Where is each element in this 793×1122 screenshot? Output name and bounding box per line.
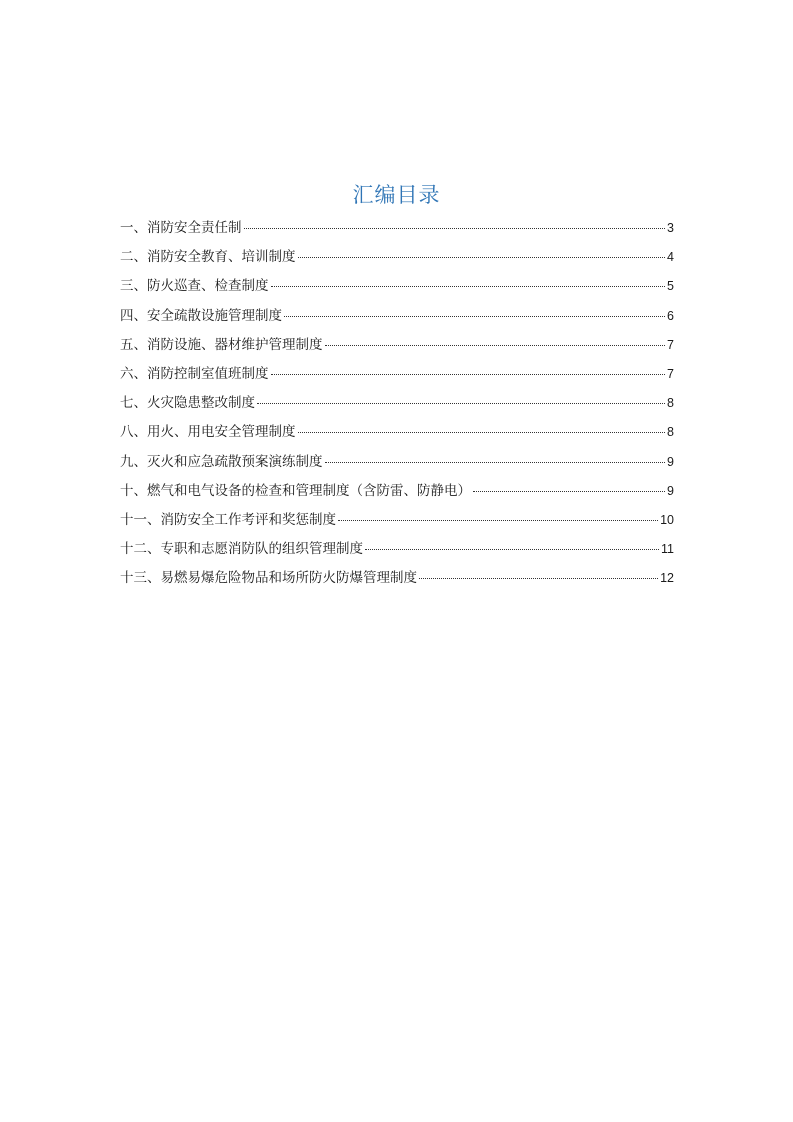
toc-entry-label: 六、消防控制室值班制度 bbox=[120, 365, 269, 382]
toc-dot-leader bbox=[338, 519, 658, 521]
toc-entry-page-number: 4 bbox=[667, 250, 674, 265]
toc-entry-label: 八、用火、用电安全管理制度 bbox=[120, 424, 296, 441]
toc-entry[interactable] bbox=[120, 214, 674, 243]
toc-entry[interactable] bbox=[120, 272, 674, 301]
toc-entry-page-number: 9 bbox=[667, 454, 674, 469]
toc-title: 汇编目录 bbox=[352, 183, 441, 207]
toc-entry[interactable] bbox=[120, 243, 674, 272]
toc-entry[interactable] bbox=[120, 506, 674, 535]
toc-entry-label: 十三、易燃易爆危险物品和场所防火防爆管理制度 bbox=[120, 570, 417, 587]
toc-entry-label: 三、防火巡查、检查制度 bbox=[120, 278, 269, 295]
toc-dot-leader bbox=[284, 315, 665, 317]
toc-dot-leader bbox=[419, 577, 658, 579]
toc-entry-page-number: 6 bbox=[667, 308, 674, 323]
toc-dot-leader bbox=[365, 548, 659, 550]
toc-dot-leader bbox=[325, 461, 666, 463]
toc-entry-page-number: 11 bbox=[661, 542, 674, 557]
toc-entry[interactable] bbox=[120, 477, 674, 506]
toc-entry-label: 十、燃气和电气设备的检查和管理制度（含防雷、防静电） bbox=[120, 482, 471, 499]
toc-dot-leader bbox=[298, 431, 666, 433]
toc-entry-page-number: 7 bbox=[667, 337, 674, 352]
toc-entry-label: 九、灭火和应急疏散预案演练制度 bbox=[120, 453, 323, 470]
toc-dot-leader bbox=[244, 227, 666, 229]
toc-entry-label: 四、安全疏散设施管理制度 bbox=[120, 307, 282, 324]
toc-entry-page-number: 9 bbox=[667, 483, 674, 498]
toc-dot-leader bbox=[473, 490, 665, 492]
toc-entry-label: 七、火灾隐患整改制度 bbox=[120, 395, 255, 412]
toc-entry-page-number: 8 bbox=[667, 425, 674, 440]
toc-entry[interactable] bbox=[120, 535, 674, 564]
toc-entry-page-number: 5 bbox=[667, 279, 674, 294]
toc-entry-page-number: 3 bbox=[667, 221, 674, 235]
toc-entry[interactable] bbox=[120, 331, 674, 360]
toc-entry-page-number: 8 bbox=[667, 396, 674, 411]
toc-entry[interactable] bbox=[120, 418, 674, 447]
toc-entry[interactable] bbox=[120, 564, 674, 593]
toc-entry-label: 二、消防安全教育、培训制度 bbox=[120, 249, 296, 266]
toc-entry-page-number: 10 bbox=[660, 512, 674, 527]
toc-entry[interactable] bbox=[120, 360, 674, 389]
toc-entry[interactable] bbox=[120, 302, 674, 331]
toc-dot-leader bbox=[325, 344, 666, 346]
toc-entry-label: 十二、专职和志愿消防队的组织管理制度 bbox=[120, 541, 363, 558]
toc-entry[interactable] bbox=[120, 448, 674, 477]
toc-entry-label: 五、消防设施、器材维护管理制度 bbox=[120, 336, 323, 353]
toc-entry-page-number: 7 bbox=[667, 366, 674, 381]
toc-dot-leader bbox=[257, 402, 665, 404]
table-of-contents bbox=[120, 214, 674, 593]
toc-dot-leader bbox=[271, 373, 666, 375]
toc-entry-label: 十一、消防安全工作考评和奖惩制度 bbox=[120, 511, 336, 528]
toc-entry[interactable] bbox=[120, 389, 674, 418]
toc-entry-label: 一、消防安全责任制 bbox=[120, 220, 242, 236]
toc-entry-page-number: 12 bbox=[660, 571, 674, 586]
toc-dot-leader bbox=[298, 256, 666, 258]
toc-dot-leader bbox=[271, 285, 666, 287]
